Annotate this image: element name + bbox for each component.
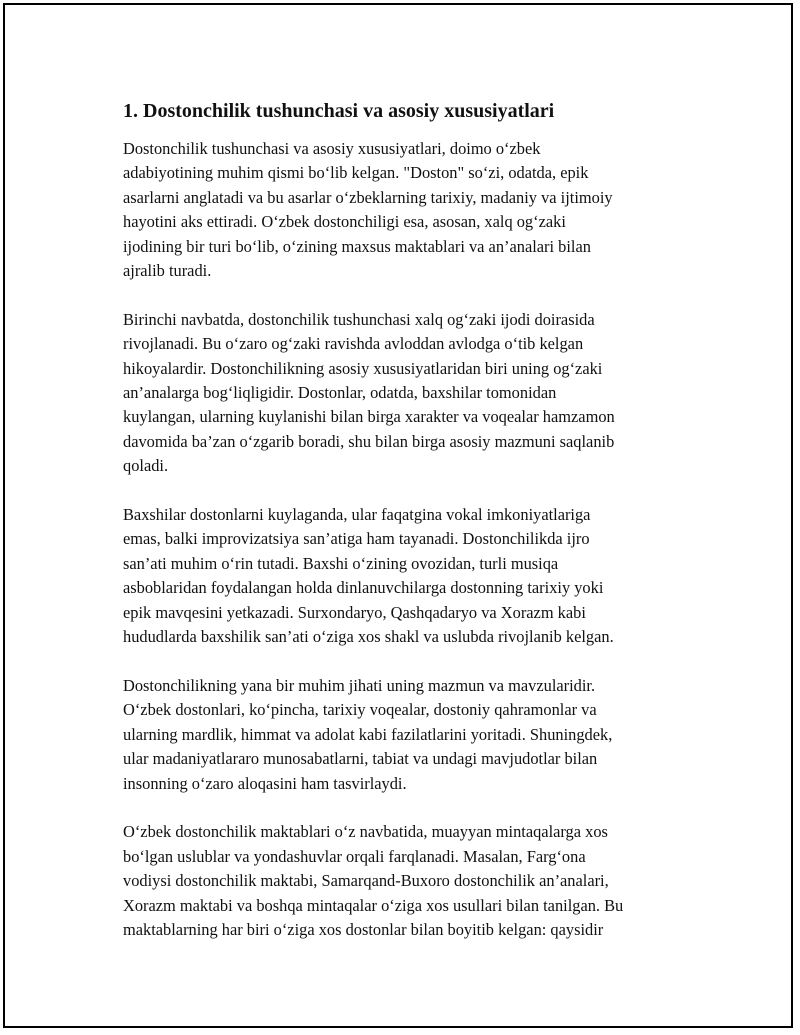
text-line: adabiyotining muhim qismi bo‘lib kelgan. "Doston" so‘zi, odatda, epik — [123, 163, 589, 183]
paragraph-1 — [123, 137, 693, 283]
text-line: Birinchi navbatda, dostonchilik tushunchasi xalq og‘zaki ijodi doirasida — [123, 309, 595, 329]
text-line: an’analarga bog‘liqligidir. Dostonlar, odatda, baxshilar tomonidan — [123, 383, 557, 403]
text-line: O‘zbek dostonchilik maktablari o‘z navbatida, muayyan mintaqalarga xos — [123, 822, 608, 842]
paragraph-4 — [123, 674, 693, 796]
text-line: ular madaniyatlararo munosabatlarni, tabiat va undagi mavjudotlar bilan — [123, 749, 598, 769]
text-line: ajralib turadi. — [123, 261, 212, 281]
text-line: hayotini aks ettiradi. O‘zbek dostonchiligi esa, asosan, xalq og‘zaki — [123, 212, 566, 232]
section-title: 1. Dostonchilik tushunchasi va asosiy xususiyatlari — [123, 100, 555, 122]
text-line: Dostonchilikning yana bir muhim jihati uning mazmun va mavzularidir. — [123, 675, 596, 695]
text-line: ularning mardlik, himmat va adolat kabi fazilatlarini yoritadi. Shuningdek, — [123, 724, 613, 744]
text-line: san’ati muhim o‘rin tutadi. Baxshi o‘zining ovozidan, turli musiqa — [123, 553, 559, 573]
page-frame — [3, 3, 793, 1028]
document-body — [123, 98, 693, 967]
text-line: emas, balki improvizatsiya san’atiga ham tayanadi. Dostonchilikda ijro — [123, 529, 590, 549]
text-line: hududlarda baxshilik san’ati o‘ziga xos shakl va uslubda rivojlanib kelgan. — [123, 627, 614, 647]
paragraph-3 — [123, 503, 693, 649]
text-line: asarlarni anglatadi va bu asarlar o‘zbeklarning tarixiy, madaniy va ijtimoiy — [123, 187, 613, 207]
text-line: Xorazm maktabi va boshqa mintaqalar o‘ziga xos usullari bilan tanilgan. Bu — [123, 895, 624, 915]
text-line: kuylangan, ularning kuylanishi bilan birga xarakter va voqealar hamzamon — [123, 407, 615, 427]
text-line: hikoyalardir. Dostonchilikning asosiy xususiyatlaridan biri uning og‘zaki — [123, 358, 603, 378]
text-line: O‘zbek dostonlari, ko‘pincha, tarixiy voqealar, dostoniy qahramonlar va — [123, 700, 597, 720]
text-line: rivojlanadi. Bu o‘zaro og‘zaki ravishda avloddan avlodga o‘tib kelgan — [123, 334, 584, 354]
text-line: bo‘lgan uslublar va yondashuvlar orqali farqlanadi. Masalan, Farg‘ona — [123, 846, 586, 866]
text-line: Baxshilar dostonlarni kuylaganda, ular faqatgina vokal imkoniyatlariga — [123, 505, 591, 525]
text-line: epik mavqesini yetkazadi. Surxondaryo, Qashqadaryo va Xorazm kabi — [123, 602, 586, 622]
paragraph-5 — [123, 820, 693, 942]
text-line: insonning o‘zaro aloqasini ham tasvirlaydi. — [123, 773, 407, 793]
text-line: vodiysi dostonchilik maktabi, Samarqand-Buxoro dostonchilik an’analari, — [123, 871, 609, 891]
paragraph-2 — [123, 308, 693, 479]
text-line: qoladi. — [123, 456, 169, 476]
text-line: ijodining bir turi bo‘lib, o‘zining maxsus maktablari va an’analari bilan — [123, 236, 591, 256]
text-line: Dostonchilik tushunchasi va asosiy xususiyatlari, doimo o‘zbek — [123, 139, 541, 158]
text-line: asboblaridan foydalangan holda dinlanuvchilarga dostonning tarixiy yoki — [123, 578, 604, 598]
text-line: maktablarning har biri o‘ziga xos dostonlar bilan boyitib kelgan: qaysidir — [123, 919, 604, 939]
text-line: davomida ba’zan o‘zgarib boradi, shu bilan birga asosiy mazmuni saqlanib — [123, 431, 615, 451]
